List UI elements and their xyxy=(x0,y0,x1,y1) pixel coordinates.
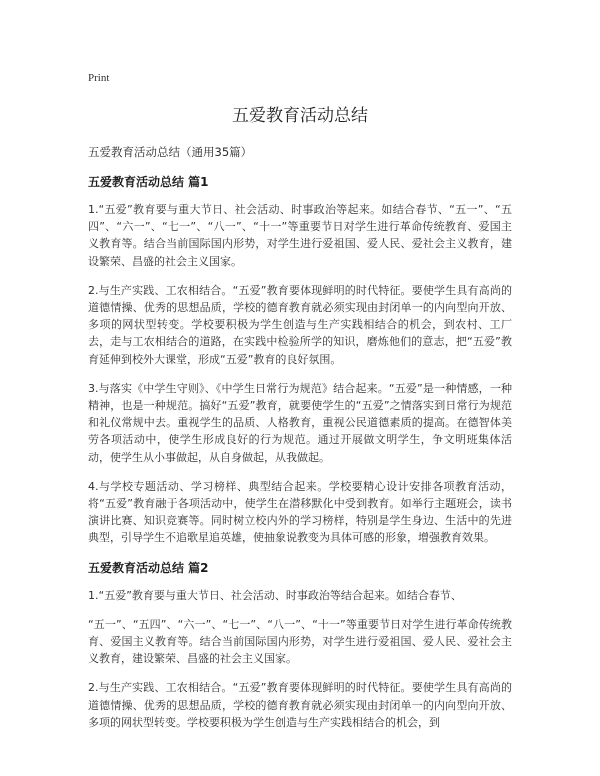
print-link[interactable]: Print xyxy=(88,72,110,84)
paragraph: 2.与生产实践、工农相结合。“五爱”教育要体现鲜明的时代特征。要使学生具有高尚的道德情操、优秀的思想品质，学校的德育教育就必须实现由封闭单一的内向型向开放、多项的网状型转变。学校要积极为学生创造与生产实践相结合的机会，到 xyxy=(88,681,512,729)
paragraph: “五一”、“五四”、“六一”、“七一”、“八一”、“十一”等重要节日对学生进行革命传统教育、爱国主义教育等。结合当前国际国内形势，对学生进行爱祖国、爱人民、爱社会主义教育，建设繁荣、昌盛的社会主义国家。 xyxy=(88,617,512,666)
section-heading: 五爱教育活动总结 篇1 xyxy=(88,175,209,189)
paragraph: 1.“五爱”教育要与重大节日、社会活动、时事政治等结合起来。如结合春节、 xyxy=(88,588,462,602)
document-subtitle: 五爱教育活动总结（通用35篇） xyxy=(88,145,253,159)
paragraph: 2.与生产实践、工农相结合。“五爱”教育要体现鲜明的时代特征。要使学生具有高尚的道德情操、优秀的思想品质，学校的德育教育就必须实现由封闭单一的内向型向开放、多项的网状型转变。学校要积极为学生创造与生产实践相结合的机会，到农村、工厂去，走与工农相结合的道路，在实践中检验所学的知识，磨炼他们的意志，把“五爱”教育延伸到校外大课堂，形成“五爱”教育的良好氛围。 xyxy=(88,283,512,366)
paragraph: 1.“五爱”教育要与重大节日、社会活动、时事政治等起来。如结合春节、“五一”、“五四”、“六一”、“七一”、“八一”、“十一”等重要节日对学生进行革命传统教育、爱国主义教育等。结合当前国际国内形势，对学生进行爱祖国、爱人民、爱社会主义教育，建设繁荣、昌盛的社会主义国家。 xyxy=(88,203,512,268)
paragraph: 4.与学校专题活动、学习榜样、典型结合起来。学校要精心设计安排各项教育活动，将“五爱”教育融于各项活动中，使学生在潜移默化中受到教育。如举行主题班会，读书演讲比赛、知识竞赛等。同时树立校内外的学习榜样，特别是学生身边、生活中的先进典型，引导学生不追歌星追英雄，使抽象说教变为具体可感的形象，增强教育效果。 xyxy=(88,479,512,545)
paragraph: 3.与落实《中学生守则》、《中学生日常行为规范》结合起来。“五爱”是一种情感，一种精神，也是一种规范。搞好“五爱”教育，就要使学生的“五爱”之情落实到日常行为规范和礼仪常规中去。重视学生的品质、人格教育，重视公民道德素质的提高。在德智体美劳各项活动中，使学生形成良好的行为规范。通过开展做文明学生，争文明班集体活动，使学生从小事做起，从自身做起，从我做起。 xyxy=(88,381,512,464)
section-heading: 五爱教育活动总结 篇2 xyxy=(88,560,209,575)
section-1 xyxy=(88,173,512,547)
document-title: 五爱教育活动总结 xyxy=(232,106,368,126)
section-2 xyxy=(88,559,512,731)
